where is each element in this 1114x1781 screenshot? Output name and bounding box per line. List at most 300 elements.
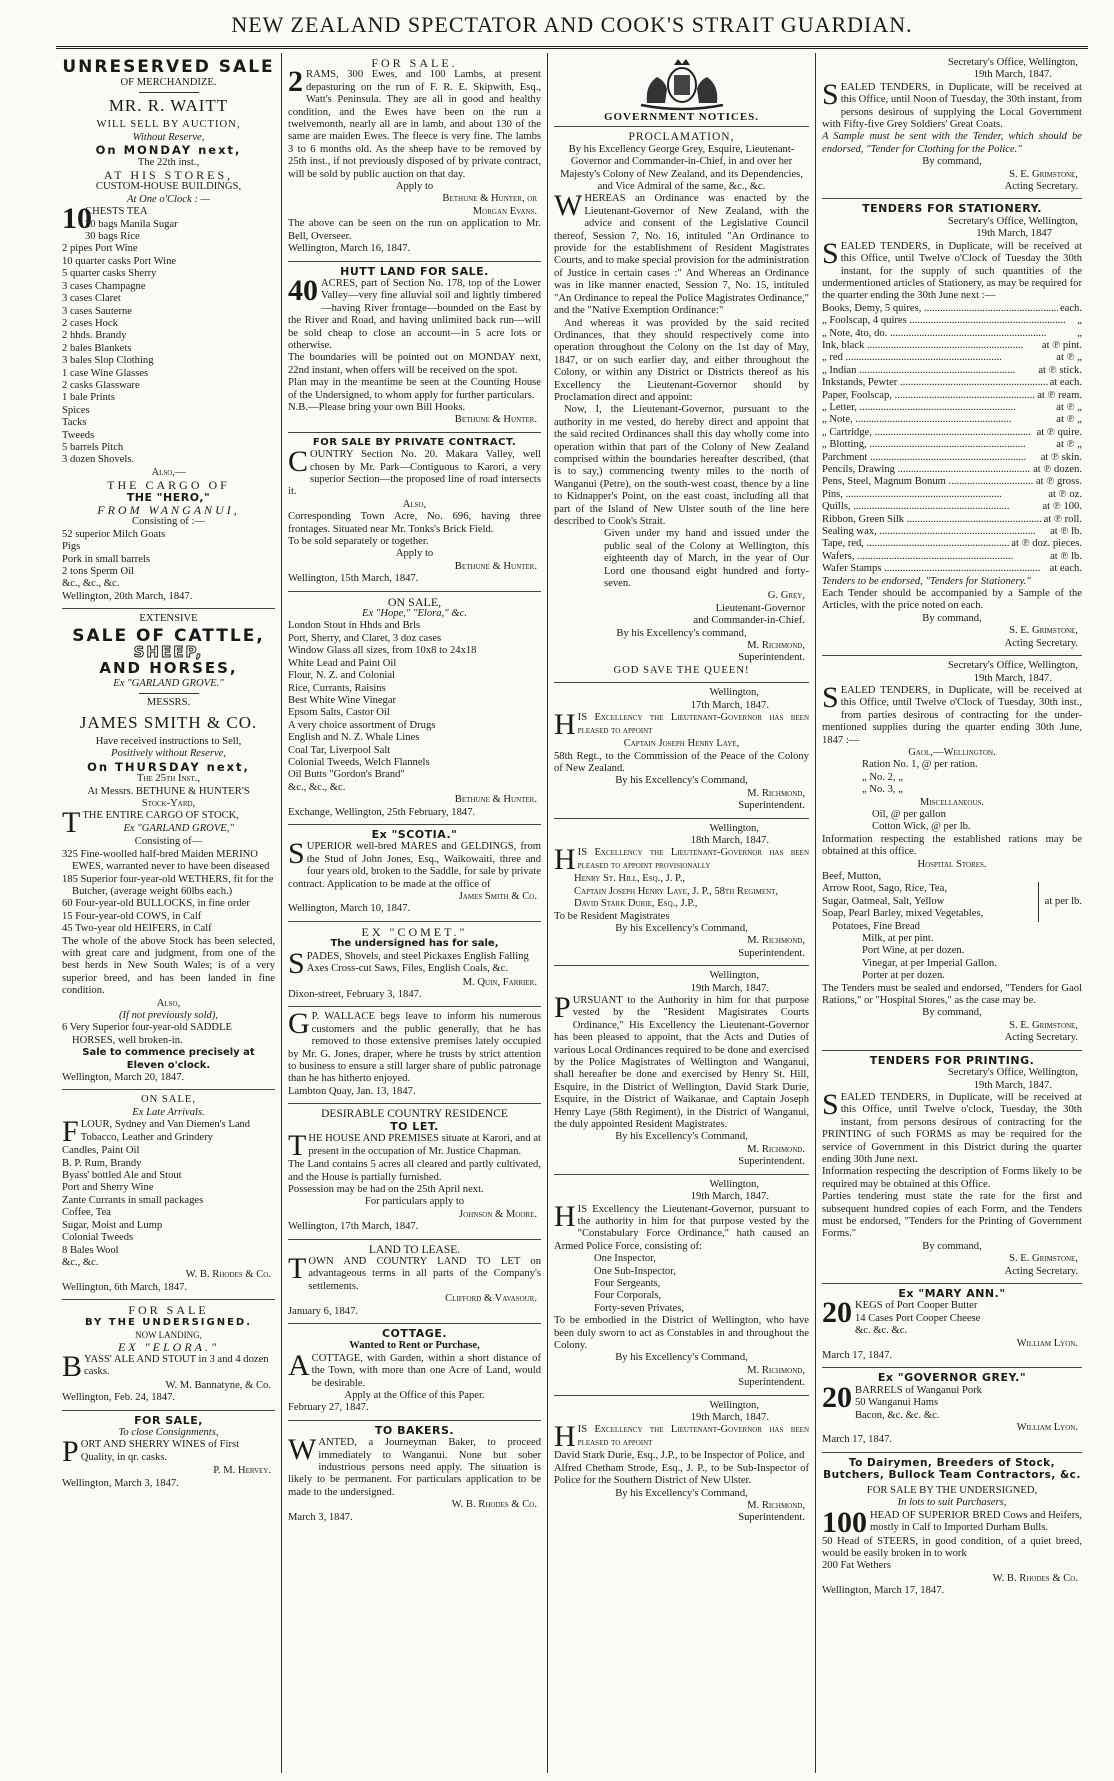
ad-line: By his Excellency's Command, — [615, 922, 748, 934]
ad-title: AND HORSES, — [99, 659, 238, 678]
ad-line: TO LET. — [390, 1119, 439, 1133]
list-item: 2 casks Glassware — [62, 379, 140, 391]
ad-body: A Sample must be sent with the Tender, which should be endorsed, "Tender for Clothing for the Police." — [822, 131, 1082, 155]
ad-body: YASS' ALE AND STOUT in 3 and 4 dozen casks. — [84, 1353, 269, 1378]
ad-body: RAMS, 300 Ewes, and 100 Lambs, at present depasturing on the run of F. R. E. Skipwith, Esq., Watt's Peninsula. They are all in good and healthy condition, and the Ewes have been on the run a twelvemonth, nearly all are in lamb, and about 130 of the same are maiden Ewes. The fleece is very fine. The lambs 3 to 6 months old. As the sheep have to be removed by 25th inst., if not previously disposed of by private contract, will be sold by public auction on that day. — [288, 69, 541, 180]
stationery-item-label: Wafer Stamps ..... — [822, 563, 1048, 575]
list-item: 3 cases Sauterne — [62, 305, 133, 317]
list-item: 10 quarter casks Port Wine — [62, 255, 177, 267]
ad-line: The undersigned has for sale, — [330, 938, 499, 950]
goods-list — [288, 620, 541, 794]
ad-line: 50 Wanganui Hams — [855, 1397, 939, 1409]
ship-name: THE "HERO," — [126, 490, 211, 504]
notice-ordinance-duties: Wellington, 19th March, 1847. PURSUANT to the Authority in him for that purpose vested by the "Resident Magistrates Courts Ordinance," His Excellency the Lieutenant-Governor has been pleased to appoint, that the Acts and Duties of various Local Ordinances required to be done and exercised by the Police Magistrates of Wellington and Wanganui, shall hereafter be done and exercised by Henry St. Hill, Esquire, in the District of Wellington, David Stark Durie, Esquire, in the District of Waikanae, and Captain Joseph Henry Laye (58th Regiment), in the District of Wanganui, the duly appointed Resident Magistrates. By his Excellency's Command, M. Richmond. Superintendent. — [554, 966, 809, 1175]
ad-line: Apply at the Office of this Paper. — [344, 1390, 485, 1401]
list-item: Port and Sherry Wine — [62, 1182, 154, 1194]
stationery-item-unit: at ℗ oz. — [1048, 488, 1082, 500]
list-item: Beef, Mutton, — [822, 871, 882, 882]
ad-body: OUNTRY Section No. 20. Makara Valley, well chosen by Mr. Park—Contiguous to Karori, a very superior Section—the proposed line of road intersects it. — [288, 449, 541, 498]
stationery-item-unit: at ℗ ream. — [1037, 389, 1082, 401]
ad-body: EALED TENDERS, in Duplicate, will be received at this Office, until Twelve o'Clock of Tuesday, 30th inst., from parties desirous of contracting for the under-mentioned supplies during the quarter ending 30th June, 1847 :— — [822, 684, 1082, 746]
ad-line: (If not previously sold), — [118, 1010, 219, 1021]
signature: W. B. Rhodes & Co. — [992, 1572, 1078, 1584]
ad-line: N.B.—Please bring your own Bill Hooks. — [288, 401, 466, 413]
stationery-item-label: Ribbon, Green Silk ..... — [822, 514, 1042, 526]
ad-line: Captain Joseph Henry Laye, — [623, 738, 740, 750]
divider — [139, 92, 199, 93]
ad-line: By his Excellency's Command, — [615, 1352, 748, 1364]
ad-mary-ann — [822, 1284, 1082, 1368]
ad-line: NOW LANDING, — [135, 1329, 202, 1340]
ad-line: Also,— — [151, 466, 186, 478]
stationery-item-label: „ red ..... — [822, 352, 1054, 364]
ad-body: ORT AND SHERRY WINES of First Quality, in qr. casks. — [80, 1439, 240, 1463]
ad-title: Ex "GOVERNOR GREY." — [877, 1371, 1027, 1385]
ad-line: THE ENTIRE CARGO OF STOCK, — [82, 810, 239, 822]
ad-body: URSUANT to the Authority in him for that purpose vested by the "Resident Magistrates Courts Ordinance," His Excellency the Lieutenant-Governor has been pleased to appoint, that the Acts and Duties of various Local Ordinances required to be done and exercised by the Police Magistrates of Wellington and Wanganui, shall hereafter be done and exercised by Henry St. Hill, Esquire, in the District of Wellington, David Stark Durie, Esquire, in the District of Waikanae, and Captain Joseph Henry Laye (58th Regiment), in the District of Wanganui, the duly appointed Resident Magistrates. — [554, 995, 809, 1131]
list-item: Cotton Wick, @ per lb. — [872, 821, 971, 833]
dateline: 19th March, 1847. — [690, 1412, 769, 1423]
ad-line: Consisting of :— — [132, 516, 205, 528]
list-item: 5 barrels Pitch — [62, 441, 124, 453]
ad-line: To close Consignments, — [118, 1426, 219, 1438]
stationery-item-label: „ Blotting, ..... — [822, 439, 1054, 451]
ad-wallace: G P. WALLACE begs leave to inform his numerous customers and the public generally, that he has removed to those extensive premises lately occupied by Mr. G. Jones, draper, where he trusts by strict attention to business to ensure a still larger share of public patronage than he has hitherto enjoyed. Lambton Quay, Jan. 13, 1847. — [288, 1007, 541, 1104]
ad-body: Each Tender should be accompanied by a Sample of the Articles, with the price noted on each. — [822, 588, 1082, 612]
stationery-item — [822, 538, 1082, 550]
signature: William Lyon. — [1016, 1422, 1078, 1434]
list-item: Port, Sherry, and Claret, 3 doz cases — [288, 632, 442, 644]
dateline: Exchange, Wellington, 25th February, 1847. — [288, 806, 476, 818]
signature: S. E. Grimstone, — [1009, 625, 1078, 637]
ad-body: Information respecting the established rations may be obtained at this office. — [822, 833, 1082, 858]
dateline: Wellington, March 17, 1847. — [822, 1585, 945, 1597]
dateline: March 3, 1847. — [288, 1511, 353, 1523]
list-item: Sugar, Moist and Lump — [62, 1219, 163, 1231]
ad-title: UNRESERVED SALE — [62, 57, 275, 77]
ad-body: UPERIOR well-bred MARES and GELDINGS, from the Stud of John Jones, Esq., Waikowaiti, three and four years old, broken to the Saddle, for sale by private contract. Application to be made at the office of — [288, 841, 541, 890]
ad-subtitle: OF MERCHANDIZE. — [120, 77, 217, 88]
firm-name: JAMES SMITH & CO. — [79, 712, 258, 732]
ad-body: David Stark Durie, Esq., J.P., to be Inspector of Police, and — [554, 1450, 805, 1462]
ad-body: EALED TENDERS, in Duplicate, will be received at this Office, until Twelve o'Clock of Tuesday the 30th instant, for the supply of such quantities of the undermentioned articles of Stationery, as may be required for the quarter ending the 30th June next :— — [822, 240, 1082, 302]
ad-title: LAND TO LEASE. — [368, 1243, 461, 1256]
column-2 — [281, 53, 547, 1773]
ad-line: Bacon, &c. &c. &c. — [855, 1409, 940, 1421]
ad-body: Parties tendering must state the rate for the first and subsequent hundred copies of each Form, and the Tenders must be endorsed, "Tenders for the Printing of Government Forms." — [822, 1191, 1082, 1240]
signature: James Smith & Co. — [458, 891, 537, 902]
stationery-item-label: Pins, ..... — [822, 489, 1046, 501]
list-item: Coal Tar, Liverpool Salt — [288, 744, 391, 756]
hospital-stores — [822, 871, 1082, 933]
ad-body: Plan may in the meantime be seen at the Counting House of the Undersigned, to whom apply for further particulars. — [288, 377, 541, 401]
ad-rams: FOR SALE. 2 RAMS, 300 Ewes, and 100 Lambs, at present depasturing on the run of F. R. E. Skipwith, Esq., Watt's Peninsula. They are all in good and healthy condition, and the Ewes have been on the run a twelvemonth, nearly all are in lamb, and about 130 of the same are maiden Ewes. The fleece is very fine. The lambs 3 to 6 months old. As the sheep have to be removed by 25th inst., if not previously disposed of by private contract, will be sold by public auction on that day. Apply to Bethune & Hunter, or Morgan Evans. The above can be seen on the run on application to Mr. Bell, Overseer. Wellington, March 16, 1847. — [288, 53, 541, 262]
stationery-list — [822, 303, 1082, 576]
notice-police-inspectors: Wellington, 19th March, 1847. HIS Excellency the Lieutenant-Governor has been pleased to appoint David Stark Durie, Esq., J.P., to be Inspector of Police, and Alfred Chetham Strode, Esq., J. P., to be Sub-Inspector of Police for the Southern District of New Ulster. By his Excellency's Command, M. Richmond, Superintendent. — [554, 1399, 809, 1524]
signature: Acting Secretary. — [1004, 1265, 1078, 1277]
ad-dairymen — [822, 1453, 1082, 1603]
ad-body: To be embodied in the District of Wellington, who have been duly sworn to act as Constables in and throughout the Colony. — [554, 1315, 809, 1351]
rations-list — [822, 759, 1082, 796]
signature: S. E. Grimstone, — [1009, 1019, 1078, 1031]
ad-body: 50 Head of STEERS, in good condition, of a quiet breed, would be easily broken in to work — [822, 1535, 1082, 1559]
stationery-item-unit: at ℗ skin. — [1040, 451, 1082, 463]
ad-line: Have received instructions to Sell, — [95, 735, 242, 747]
ad-line: By his Excellency's Command, — [615, 1487, 748, 1499]
list-item: 30 bags Rice — [85, 231, 140, 243]
ad-line: GOD SAVE THE QUEEN! — [613, 664, 750, 676]
ad-line: Tenders to be endorsed, "Tenders for Stationery." — [822, 575, 1031, 587]
ad-line: Apply to — [395, 181, 434, 193]
list-item: &c., &c., &c. — [288, 781, 346, 793]
ad-title: DESIRABLE COUNTRY RESIDENCE — [321, 1108, 508, 1121]
ad-line: BARRELS of Wanganui Pork — [855, 1384, 982, 1396]
ad-body: IS Excellency the Lieutenant-Governor has been pleased to appoint — [577, 712, 809, 736]
stationery-item-unit: „ — [1077, 315, 1082, 327]
list-item: 8 Bales Wool — [62, 1244, 119, 1256]
dateline: Wellington, — [709, 1178, 759, 1190]
ad-body: OWN AND COUNTRY LAND TO LET on advantageous terms in all parts of the Company's settlements. — [308, 1255, 541, 1292]
ad-line: BY THE UNDERSIGNED. — [84, 1316, 253, 1328]
stationery-item-unit: at ℗ 100. — [1042, 501, 1082, 513]
ad-line: In lots to suit Purchasers, — [897, 1497, 1007, 1509]
list-item: 15 Four-year-old COWS, in Calf — [62, 910, 202, 922]
ad-line: Positively without Reserve, — [110, 748, 227, 760]
ad-line: &c. &c. &c. — [855, 1325, 908, 1337]
ad-line: By command, — [922, 1007, 982, 1019]
list-item: &c., &c., &c. — [62, 578, 120, 590]
list-item: 3 bales Slop Clothing — [62, 355, 154, 367]
ad-line: at per lb. — [1038, 882, 1082, 922]
ad-line: 14 Cases Port Cooper Cheese — [855, 1312, 981, 1324]
list-item: Pigs — [62, 541, 81, 553]
section-title: GOVERNMENT NOTICES. — [603, 111, 760, 123]
signature: P. M. Hervey. — [213, 1465, 271, 1477]
ad-port-sherry: FOR SALE, To close Consignments, PORT AND SHERRY WINES of First Quality, in qr. casks. P. M. Hervey. Wellington, March 3, 1847. — [62, 1411, 275, 1496]
stationery-item-label: Inkstands, Pewter ..... — [822, 377, 1048, 389]
stationery-item — [822, 563, 1082, 575]
stock-list — [62, 849, 275, 936]
list-item: Arrow Root, Sago, Rice, Tea, — [822, 883, 947, 895]
stationery-item-label: „ Foolscap, 4 quires ..... — [822, 315, 1075, 327]
ad-bakers: TO BAKERS. WANTED, a Journeyman Baker, to proceed immediately to Wanganui. None but sober industrious persons need apply. The situation is likely to be permanent. For particulars application to be made to the undersigned. W. B. Rhodes & Co. March 3, 1847. — [288, 1423, 541, 1523]
ad-body: Corresponding Town Acre, No. 696, having three frontages. Situated near Mr. Tonks's Brick Field. — [288, 511, 541, 535]
list-item: White Lead and Paint Oil — [288, 657, 397, 669]
dateline: Wellington, — [709, 822, 759, 834]
ad-line: To be Resident Magistrates — [554, 910, 670, 922]
list-item: One Inspector, — [594, 1253, 656, 1265]
ad-line: Ex "GARLAND GROVE." — [113, 678, 224, 690]
ad-body: PADES, Shovels, and steel Pickaxes English Falling Axes Cross-cut Saws, Files, English Coals, &c. — [306, 950, 529, 975]
stationery-item — [822, 427, 1082, 439]
ad-body: The Tenders must be sealed and endorsed, "Tenders for Gaol Rations," or "Hospital Stores," as the case may be. — [822, 982, 1082, 1007]
list-item: Zante Currants in small packages — [62, 1194, 204, 1206]
ad-hope-elora — [288, 592, 541, 825]
ad-governor-grey — [822, 1368, 1082, 1452]
stationery-item — [822, 328, 1082, 340]
ad-title: Ex "SCOTIA." — [371, 827, 458, 841]
ad-title: SALE OF CATTLE, — [72, 625, 265, 646]
ad-line: At Messrs. BETHUNE & HUNTER'S — [87, 785, 250, 797]
list-item: 1 case Wine Glasses — [62, 367, 149, 379]
dateline: Dixon-street, February 3, 1847. — [288, 989, 422, 1001]
list-item: 60 Four-year-old BULLOCKS, in fine order — [62, 898, 250, 910]
stationery-item — [822, 489, 1082, 501]
dateline: Wellington, 20th March, 1847. — [62, 590, 193, 602]
stationery-item — [822, 352, 1082, 364]
dateline: Wellington, March 20, 1847. — [62, 1072, 185, 1084]
ad-comet: EX "COMET." The undersigned has for sale, SPADES, Shovels, and steel Pickaxes English Falling Axes Cross-cut Saws, Files, English Coals, &c. M. Quin, Farrier. Dixon-street, February 3, 1847. — [288, 922, 541, 1008]
ad-waitt-auction — [62, 53, 275, 609]
dateline: March 17, 1847. — [822, 1434, 893, 1446]
signature: M. Quin, Farrier. — [462, 976, 537, 988]
stationery-item-unit: at each. — [1049, 563, 1082, 575]
ad-line: The 22th inst., — [137, 156, 200, 168]
drop-number: 10 — [62, 202, 92, 236]
ad-line: WILL SELL BY AUCTION, — [96, 119, 241, 131]
ad-line: On MONDAY next, — [95, 143, 242, 158]
stationery-item-unit: at ℗ „ — [1056, 352, 1082, 364]
stationery-item-unit: at ℗ lb. — [1050, 526, 1082, 538]
list-item: 2 hhds. Brandy — [62, 330, 127, 342]
stationery-item-unit: each. — [1059, 302, 1082, 314]
ad-body: IS Excellency the Lieutenant-Governor, pursuant to the authority in him for that purpose vested by the "Constabulary Force Ordinance," hath caused an Armed Police Force, consisting of: — [554, 1203, 809, 1252]
ad-body: Given under my hand and issued under the public seal of the Colony at Wellington, this eighteenth day of March, in the year of Our Lord one thousand eight hundred and forty-seven. — [604, 528, 809, 590]
ad-line: Apply to — [395, 548, 434, 560]
ad-body: Information respecting the description of Forms likely to be required may be obtained at this Office. — [822, 1166, 1082, 1190]
ad-line: By command, — [922, 612, 982, 624]
dateline: Lambton Quay, Jan. 13, 1847. — [288, 1085, 416, 1097]
ad-body: ANTED, a Journeyman Baker, to proceed immediately to Wanganui. None but sober industrious persons need apply. The situation is likely to be permanent. For particulars application to be made to the undersigned. — [288, 1437, 541, 1498]
list-item: 3 cases Champagne — [62, 280, 146, 292]
ad-line: EXTENSIVE — [139, 613, 198, 625]
list-item: Tacks — [62, 417, 87, 429]
list-item: Best White Wine Vinegar — [288, 694, 397, 706]
signature: M. Richmond, — [747, 1500, 805, 1512]
stationery-item — [822, 501, 1082, 513]
signature: W. M. Bannatyne, & Co. — [165, 1379, 271, 1391]
ad-body: And whereas it was provided by the said recited Ordinances, that they should respectively come into operation throughout the Colony on the 1st day of May, 1847, or on such earlier day, and either throughout the Colony, or within any District or Districts thereof as his Excellency the Lieutenant-Governor should by Proclamation direct and appoint: — [554, 317, 809, 403]
list-item: Window Glass all sizes, from 10x8 to 24x18 — [288, 645, 477, 657]
list-item: Sugar, Oatmeal, Salt, Yellow — [822, 895, 945, 907]
masthead: NEW ZEALAND SPECTATOR AND COOK'S STRAIT GUARDIAN. — [56, 0, 1088, 49]
list-item: Porter at per dozen. — [862, 970, 945, 982]
list-item: CHESTS TEA — [85, 206, 148, 218]
dateline: 19th March, 1847. — [973, 672, 1052, 684]
ad-line: By his Excellency's Command, — [615, 1131, 748, 1143]
ad-body: Now, I, the Lieutenant-Governor, pursuant to the authority in me vested, do hereby direct and appoint that the said recited Ordinances shall this day wholly come into operation within that part of the Colony of New Zealand comprised within the boundaries hereafter described, (that is to say,) commencing twenty miles to the north of Wanganui (Petre), on the south-west coast, thence by a line to Kidnapper's Point, on the east coast, including all that part of the Island of New Ulster south of the line here described to Cook's Strait. — [554, 404, 809, 527]
signature: W. B. Rhodes & Co. — [451, 1499, 537, 1511]
stationery-item — [822, 464, 1082, 476]
ad-line: By his Excellency's command, — [616, 627, 747, 639]
ad-line: 6 Very Superior four-year-old SADDLE HORSES, well broken-in. — [62, 1022, 233, 1046]
list-item: Coffee, Tea — [62, 1207, 111, 1219]
signature: M. Richmond, — [747, 640, 805, 652]
ad-line: To be sold separately or together. — [288, 536, 429, 548]
ad-body: The boundaries will be pointed out on MONDAY next, 22nd instant, when offers will be received on the spot. — [288, 352, 541, 376]
ad-line: 200 Fat Wethers — [822, 1560, 891, 1572]
signature: Superintendent. — [738, 652, 805, 664]
tender-stationery: TENDERS FOR STATIONERY. Secretary's Office, Wellington, 19th March, 1847 SEALED TENDERS, in Duplicate, will be received at this Office, until Twelve o'Clock of Tuesday the 30th instant, for the supply of such quantities of the undermentioned articles of Stationery, as may be required for the quarter ending the 30th June next :— Books, Demy, 5 quires, ..... each. „ Foolscap, 4 quires ..... „ „ Note, 4to, do. ..... „ Ink, black ..... at ℗ pint. „ red ..... at ℗ „ „ Indian ..... at ℗ stick. Inkstands, Pewter ..... at each. Paper, Foolscap, ..... at ℗ ream. „ Letter, ..... at ℗ „ „ Note, ..... at ℗ „ „ Cartridge, ..... at ℗ quire. „ Blotting, ..... at ℗ „ Parchment ..... at ℗ skin. Pencils, Drawing ..... at ℗ dozen. Pens, Steel, Magnum Bonum ..... at ℗ gross. Pins, ..... at ℗ oz. Quills, ..... at ℗ 100. Ribbon, Green Silk ..... at ℗ roll. Sealing wax, ..... at ℗ lb. Tape, red, ..... at ℗ doz. pieces. Wafers, ..... at ℗ lb. Wafer Stamps ..... at each. Tenders to be endorsed, "Tenders for Stationery." Each Tender should be accompanied by a Sample of the Articles, with the price noted on each. By command, S. E. Grimstone, Acting Secretary. — [822, 199, 1082, 656]
list-item: Byass' bottled Ale and Stout — [62, 1170, 182, 1182]
stationery-item-label: „ Letter, ..... — [822, 402, 1054, 414]
ad-line: By command, — [922, 156, 982, 168]
stationery-item — [822, 303, 1082, 315]
list-item: „ No. 2, „ — [862, 771, 903, 783]
signature: Johnson & Moore. — [459, 1208, 537, 1220]
dateline: Wellington, March 10, 1847. — [288, 903, 411, 915]
hospital-more — [822, 933, 1082, 983]
stationery-item-unit: at ℗ pint. — [1041, 339, 1082, 351]
signature: Lieutenant-Governor — [715, 602, 805, 614]
stationery-item — [822, 315, 1082, 327]
stationery-item-label: Pencils, Drawing ..... — [822, 464, 1031, 476]
drop-number: 100 — [822, 1505, 867, 1539]
notice-magistrates: Wellington, 18th March, 1847. HIS Excellency the Lieutenant-Governor has been pleased to appoint provisionally Henry St. Hill, Esq., J. P., Captain Joseph Henry Laye, J. P., 58th Regiment, David Stark Durie, Esq., J.P., To be Resident Magistrates By his Excellency's Command, M. Richmond, Superintendent. — [554, 819, 809, 967]
list-item: Port Wine, at per dozen. — [862, 945, 965, 957]
ad-body: IS Excellency the Lieutenant-Governor has been pleased to appoint provisionally — [577, 847, 809, 871]
stationery-item-label: Sealing wax, ..... — [822, 526, 1048, 538]
dateline: January 6, 1847. — [288, 1305, 359, 1317]
ad-body: Possession may be had on the 25th April next. — [288, 1183, 484, 1195]
stationery-item-label: Paper, Foolscap, ..... — [822, 390, 1035, 402]
stationery-item — [822, 452, 1082, 464]
stationery-item-unit: at ℗ lb. — [1050, 550, 1082, 562]
list-item: 2 cases Hock — [62, 317, 118, 329]
ad-residence: DESIRABLE COUNTRY RESIDENCE TO LET. THE HOUSE AND PREMISES situate at Karori, and at present in the occupation of Mr. Justice Chapman. The Land contains 5 acres all cleared and partly cultivated, and the House is partially furnished. Possession may be had on the 25th April next. For particulars apply to Johnson & Moore. Wellington, 17th March, 1847. — [288, 1104, 541, 1239]
ad-line: Wanted to Rent or Purchase, — [349, 1340, 480, 1352]
list-item: 325 Fine-woolled half-bred Maiden MERINO EWES, warranted never to have been diseased — [62, 848, 270, 873]
ad-line: By his Excellency George Grey, Esquire, Lieutenant-Governor and Commander-in-Chief, in and over her Majesty's Colony of New Zealand, and its Dependencies, and Vice Admiral of the same, &c., &c. — [560, 143, 803, 193]
signature: Superintendent. — [738, 1377, 805, 1389]
list-item: 185 Superior four-year-old WETHERS, fit for the Butcher, (average weight 60lbs each.) — [62, 873, 274, 897]
signature: Clifford & Vavasour. — [445, 1293, 537, 1305]
signature: M. Richmond, — [747, 935, 805, 947]
drop-number: 20 — [822, 1296, 852, 1330]
ad-body: P. WALLACE begs leave to inform his numerous customers and the public generally, that he has removed to those extensive premises lately occupied by Mr. G. Jones, draper, where he trusts by strict attention to business to ensure a still larger share of public patronage than he has hitherto enjoyed. — [288, 1011, 541, 1085]
stationery-item-label: Pens, Steel, Magnum Bonum ..... — [822, 476, 1034, 488]
dateline: Wellington, March 16, 1847. — [288, 243, 411, 255]
stationery-item — [822, 476, 1082, 488]
tender-gaol-rations: Secretary's Office, Wellington, 19th March, 1847. SEALED TENDERS, in Duplicate, will be received at this Office, until Twelve o'Clock of Tuesday, 30th inst., from parties desirous of contracting for the under-mentioned supplies during the quarter ending 30th June, 1847 :— Gaol,—Wellington. Ration No. 1, @ per ration. „ No. 2, „ „ No. 3, „ Miscellaneous. Oil, @ per gallon Cotton Wick, @ per lb. Information respecting the established rations may be obtained at this office. Hospital Stores. Beef, Mutton, Arrow Root, Sago, Rice, Tea, Sugar, Oatmeal, Salt, Yellow Soap, Pearl Barley, mixed Vegetables, Potatoes, Fine Bread at per lb. Milk, at per pint. Port Wine, at per dozen. Vinegar, at per Imperial Gallon. Porter at per dozen. The Tenders must be sealed and endorsed, "Tenders for Gaol Rations," or "Hospital Stores," as the case may be. By command, S. E. Grimstone, Acting Secretary. — [822, 656, 1082, 1051]
ad-title: TO BAKERS. — [374, 1423, 455, 1437]
dateline: Wellington, 6th March, 1847. — [62, 1281, 188, 1293]
list-item: Four Sergeants, — [594, 1277, 661, 1289]
signature: Acting Secretary. — [1004, 181, 1078, 193]
stationery-item-unit: at ℗ „ — [1056, 439, 1082, 451]
ad-private-contract: FOR SALE BY PRIVATE CONTRACT. COUNTRY Section No. 20. Makara Valley, well chosen by Mr. Park—Contiguous to Karori, a very superior Section—the proposed line of road intersects it. Also, Corresponding Town Acre, No. 696, having three frontages. Situated near Mr. Tonks's Brick Field. To be sold separately or together. Apply to Bethune & Hunter. Wellington, 15th March, 1847. — [288, 433, 541, 592]
ad-lease: LAND TO LEASE. TOWN AND COUNTRY LAND TO LET on advantageous terms in all parts of the Company's settlements. Clifford & Vavasour. January 6, 1847. — [288, 1240, 541, 1324]
list-item: „ No. 3, „ — [862, 784, 903, 796]
stationery-item-unit: at ℗ „ — [1056, 414, 1082, 426]
stationery-item-label: Ink, black ..... — [822, 340, 1040, 352]
column-4 — [815, 53, 1088, 1773]
signature: G. Grey, — [767, 590, 805, 602]
ad-title: Ex "MARY ANN." — [898, 1287, 1006, 1300]
ad-title: ON SALE, — [140, 1094, 197, 1106]
list-item: One Sub-Inspector, — [594, 1265, 676, 1277]
column-1 — [56, 53, 281, 1773]
stationery-item-unit: at ℗ „ — [1056, 401, 1082, 413]
ad-title: SHEEP, — [133, 642, 204, 661]
merchandise-list — [62, 202, 275, 467]
dateline: 17th March, 1847. — [690, 699, 769, 711]
ad-line: Gaol,—Wellington. — [908, 746, 996, 758]
signature: Morgan Evans. — [472, 205, 537, 217]
divider — [139, 693, 199, 694]
stationery-item — [822, 514, 1082, 526]
ad-line: Also, — [402, 498, 427, 510]
ad-body: HEREAS an Ordinance was enacted by the Lieutenant-Governor of New Zealand, with the advice and consent of the Legislative Council thereof, Session 7, No. 16, intituled "An Ordinance to provide for the establishment of Resident Magistrates Courts, and to make special provision for the administration of Justice in certain cases :" And Whereas an Ordinance was in like manner enacted, Session 7, No. 15, intituled "An Ordinance to repeal the Police Magistrates Ordinance," and the "Native Exemption Ordinance:" — [554, 193, 809, 317]
ad-title: FOR SALE. — [371, 56, 458, 70]
list-item: A very choice assortment of Drugs — [288, 719, 436, 731]
ad-body: The whole of the above Stock has been selected, with great care and judgment, from one of the best herds in New South Wales; is of a very superior breed, and has been landed in fine condition. — [62, 935, 275, 997]
dateline: 19th March, 1847. — [973, 69, 1052, 81]
dateline: Wellington, 17th March, 1847. — [288, 1221, 419, 1233]
stationery-item-label: „ Note, ..... — [822, 414, 1054, 426]
dateline: Secretary's Office, Wellington, — [947, 57, 1078, 68]
stationery-item-label: „ Note, 4to, do. ..... — [822, 328, 1075, 340]
ad-title: TENDERS FOR PRINTING. — [869, 1053, 1035, 1067]
list-item: Oil, @ per gallon — [872, 808, 946, 820]
ad-line: AT HIS STORES, — [103, 168, 234, 183]
list-item: 3 dozen Shovels. — [62, 454, 135, 466]
ad-line: Miscellaneous. — [919, 796, 985, 808]
ad-line: CUSTOM-HOUSE BUILDINGS, — [95, 181, 242, 193]
signature: Acting Secretary. — [1004, 1032, 1078, 1044]
ad-body: EALED TENDERS, in Duplicate, will be received at this Office, until Noon of Tuesday, the 30th instant, from persons desirous of supplying the Local Government with Fifty-five Grey Soldiers' Great Coats. — [822, 81, 1082, 131]
royal-coat-of-arms-icon — [627, 55, 737, 111]
ad-line: MESSRS. — [146, 697, 191, 709]
list-item: 20 bags Manila Sugar — [85, 218, 178, 230]
stationery-item — [822, 365, 1082, 377]
ad-elora: FOR SALE BY THE UNDERSIGNED. NOW LANDING, EX "ELORA." BYASS' ALE AND STOUT in 3 and 4 dozen casks. W. M. Bannatyne, & Co. Wellington, Feb. 24, 1847. — [62, 1300, 275, 1410]
list-item: David Stark Durie, Esq., J.P., — [574, 898, 698, 910]
list-item: &c., &c. — [62, 1256, 99, 1268]
ad-line: The 25th Inst., — [136, 773, 201, 785]
proclamation: PROCLAMATION, By his Excellency George Grey, Esquire, Lieutenant-Governor and Commander-in-Chief, in and over her Majesty's Colony of New Zealand, and its Dependencies, and Vice Admiral of the same, &c., &c. WHEREAS an Ordinance was enacted by the Lieutenant-Governor of New Zealand, with the advice and consent of the Legislative Council thereof, Session 7, No. 16, intituled "An Ordinance to provide for the establishment of Resident Magistrates Courts, and to make special provision for the administration of Justice in certain cases :" And Whereas an Ordinance was in like manner enacted, Session 7, No. 15, intituled "An Ordinance to repeal the Police Magistrates Ordinance," and the "Native Exemption Ordinance:" And whereas it was provided by the said recited Ordinances, that they should respectively come into operation throughout the Colony on the 1st day of May, 1847, or on such earlier day, and either throughout the Colony, or within any District or Districts thereof as his Excellency the Lieutenant-Governor should by Proclamation direct and appoint: Now, I, the Lieutenant-Governor, pursuant to the authority in me vested, do hereby direct and appoint that the said recited Ordinances shall this day wholly come into operation within that part of the Colony of New Zealand comprised within the boundaries hereafter described, (that is to say,) commencing twenty miles to the north of Wanganui (Petre), on the south-west coast, thence by a line to Kidnapper's Point, on the east coast, including all that part of the Island of New Ulster south of the line here described to Cook's Strait. Given under my hand and issued under the public seal of the Colony at Wellington, this eighteenth day of March, in the year of Our Lord one thousand eight hundred and forty-seven. G. Grey, Lieutenant-Governor and Commander-in-Chief. By his Excellency's command, M. Richmond, Superintendent. GOD SAVE THE QUEEN! — [554, 126, 809, 683]
tender-printing: TENDERS FOR PRINTING. Secretary's Office, Wellington, 19th March, 1847. SEALED TENDERS, in Duplicate, will be received at this Office, until Twelve o'clock, Tuesday, the 30th instant, from persons desirous of contracting for the PRINTING of such FORMS as may be required for the service of Government in this District during the quarter ending 30th June next. Information respecting the description of Forms likely to be required may be obtained at this Office. Parties tendering must state the rate for the first and subsequent hundred copies of each Form, and the Tenders must be endorsed, "Tenders for the Printing of Government Forms." By command, S. E. Grimstone, Acting Secretary. — [822, 1051, 1082, 1284]
stationery-item — [822, 439, 1082, 451]
stationery-item — [822, 414, 1082, 426]
stationery-item — [822, 390, 1082, 402]
stationery-item-unit: at ℗ quire. — [1036, 426, 1082, 438]
stationery-item-label: „ Indian ..... — [822, 365, 1036, 377]
stationery-item-label: Wafers, ..... — [822, 551, 1048, 563]
ad-title: HUTT LAND FOR SALE. — [340, 264, 489, 278]
list-item: 2 bales Blankets — [62, 342, 132, 354]
list-item: Henry St. Hill, Esq., J. P., — [574, 873, 686, 885]
list-item: B. P. Rum, Brandy — [62, 1157, 142, 1169]
ad-body: ACRES, part of Section No. 178, top of the Lower Valley—very fine alluvial soil and lightly timbered—having River frontage—bounded on the East by the River and Road, and having unlimited back run—will be sold cheap to close an account—in 5 acre lots or otherwise. — [288, 277, 541, 351]
stationery-item-unit: at ℗ dozen. — [1033, 464, 1082, 475]
dateline: Wellington, Feb. 24, 1847. — [62, 1392, 176, 1404]
list-item: English and N. Z. Whale Lines — [288, 732, 420, 744]
stationery-item-unit: at ℗ stick. — [1038, 364, 1082, 376]
hospital-list — [822, 871, 987, 933]
dateline: March 17, 1847. — [822, 1350, 893, 1362]
dateline: Secretary's Office, Wellington, — [947, 1067, 1078, 1079]
ad-line: Stock-Yard, — [141, 797, 196, 809]
ad-scotia: Ex "SCOTIA." SUPERIOR well-bred MARES and GELDINGS, from the Stud of John Jones, Esq., Waikowaiti, three and four years old, broken to the Saddle, for sale by private contract. Application to be made at the office of James Smith & Co. Wellington, March 10, 1847. — [288, 825, 541, 922]
signature: Superintendent. — [738, 1156, 805, 1168]
ad-body: EALED TENDERS, in Duplicate, will be received at this Office, until Twelve o'clock, Tuesday, the 30th instant, from persons desirous of contracting for the PRINTING of such FORMS as may be required for the service of Government in this District during the quarter ending 30th June next. — [822, 1091, 1082, 1165]
list-item: Vinegar, at per Imperial Gallon. — [862, 957, 997, 969]
list-item: 52 superior Milch Goats — [62, 528, 166, 540]
signature: S. E. Grimstone, — [1009, 168, 1078, 180]
signature: Superintendent. — [738, 1512, 805, 1524]
ad-body: COTTAGE, with Garden, within a short distance of the Town, with more than one Acre of Land, would be desirable. — [311, 1352, 541, 1389]
